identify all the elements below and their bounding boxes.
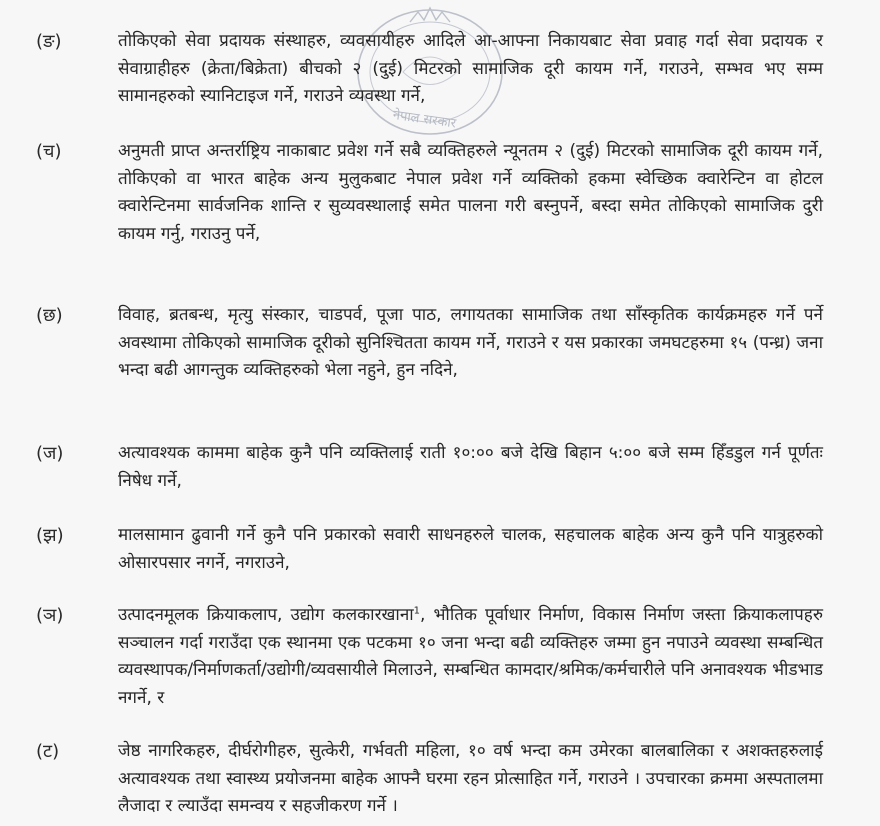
clause-text: तोकिएको सेवा प्रदायक संस्थाहरु, व्यवसायीहरु आदिले आ-आफ्ना निकायबाट सेवा प्रवाह गर्दा सेवा प्रदायक र सेवाग्राहीहरु (क्रेता/बिक्रेता) बीचको २ (दुई) मिटरको सामाजिक दूरी कायम गर्ने, गराउने, सम्भव भए सम्म सामानहरुको स्यानिटाइज गर्ने, गराउने व्यवस्था गर्ने, — [118, 31, 823, 107]
seal-text: नेपाल सरकार — [391, 107, 457, 132]
clause-label: (ङ) — [36, 31, 62, 52]
clause-text: जेष्ठ नागरिकहरु, दीर्घरोगीहरु, सुत्केरी, गर्भवती महिला, १० वर्ष भन्दा कम उमेरका बालबालिका र अशक्तहरुलाई अत्यावश्यक तथा स्वास्थ्य प्रयोजनमा बाहेक आफ्नै घरमा रहन प्रोत्साहित गर्ने, गराउने । उपचारका क्रममा अस्पतालमा लैजादा र ल्याउँदा समन्वय र सहजीकरण गर्ने । — [118, 741, 823, 817]
clause-text: अनुमती प्राप्त अन्तर्राष्ट्रिय नाकाबाट प्रवेश गर्ने सबै व्यक्तिहरुले न्यूनतम २ (दुई) मिटरको सामाजिक दूरी कायम गर्ने, तोकिएको वा भारत बाहेक अन्य मुलुकबाट नेपाल प्रवेश गर्ने व्यक्तिको हकमा स्वेच्छिक क्वारेन्टिन वा होटल क्वारेन्टिनमा सार्वजनिक शान्ति र सुव्यवस्थालाई समेत पालना गरी बस्नुपर्ने, बस्दा समेत तोकिएको सामाजिक दुरी कायम गर्नु, गराउनु पर्ने, — [118, 141, 823, 244]
clause-text-part: उत्पादनमूलक क्रियाकलाप, उद्योग कलकारखाना — [118, 605, 414, 625]
clause-label: (च) — [36, 141, 62, 162]
clause-label: (झ) — [36, 525, 64, 546]
clause-text: विवाह, ब्रतबन्ध, मृत्यु संस्कार, चाडपर्व, पूजा पाठ, लगायतका सामाजिक तथा साँस्कृतिक कार्यक्रमहरु गर्ने पर्ने अवस्थामा तोकिएको सामाजिक दूरीको सुनिश्चितता कायम गर्ने, गराउने र यस प्रकारका जमघटहरुमा १५ (पन्ध्र) जना भन्दा बढी आगन्तुक व्यक्तिहरुको भेला नहुने, हुन नदिने, — [118, 305, 823, 381]
clause-text: मालसामान ढुवानी गर्ने कुनै पनि प्रकारको सवारी साधनहरुले चालक, सहचालक बाहेक अन्य कुनै पनि यात्रुहरुको ओसारपसार नगर्ने, नगराउने, — [118, 525, 823, 573]
clause-text: अत्यावश्यक काममा बाहेक कुनै पनि व्यक्तिलाई राती १०:०० बजे देखि बिहान ५:०० बजे सम्म हिँडडुल गर्न पूर्णतः निषेध गर्ने, — [118, 443, 823, 491]
clause-label: (ञ) — [36, 605, 64, 626]
clause-label: (छ) — [36, 305, 63, 326]
clause-text-part: , भौतिक पूर्वाधार निर्माण, विकास निर्माण जस्ता क्रियाकलापहरु सञ्चालन गर्दा गराउँदा एक स्थानमा एक पटकमा १० जना भन्दा बढी व्यक्तिहरु जम्मा हुन नपाउने व्यवस्था सम्बन्धित व्यवस्थापक/निर्माणकर्ता/उद्योगी/व्यवसायीले मिलाउने, सम्बन्धित कामदार/श्रमिक/कर्मचारीले पनि अनावश्यक भीडभाड नगर्ने, र — [118, 605, 823, 708]
clause-label: (ट) — [36, 741, 60, 762]
clause-text — [118, 602, 823, 712]
clause-label: (ज) — [36, 443, 64, 464]
footnote-marker: 1 — [413, 605, 421, 617]
